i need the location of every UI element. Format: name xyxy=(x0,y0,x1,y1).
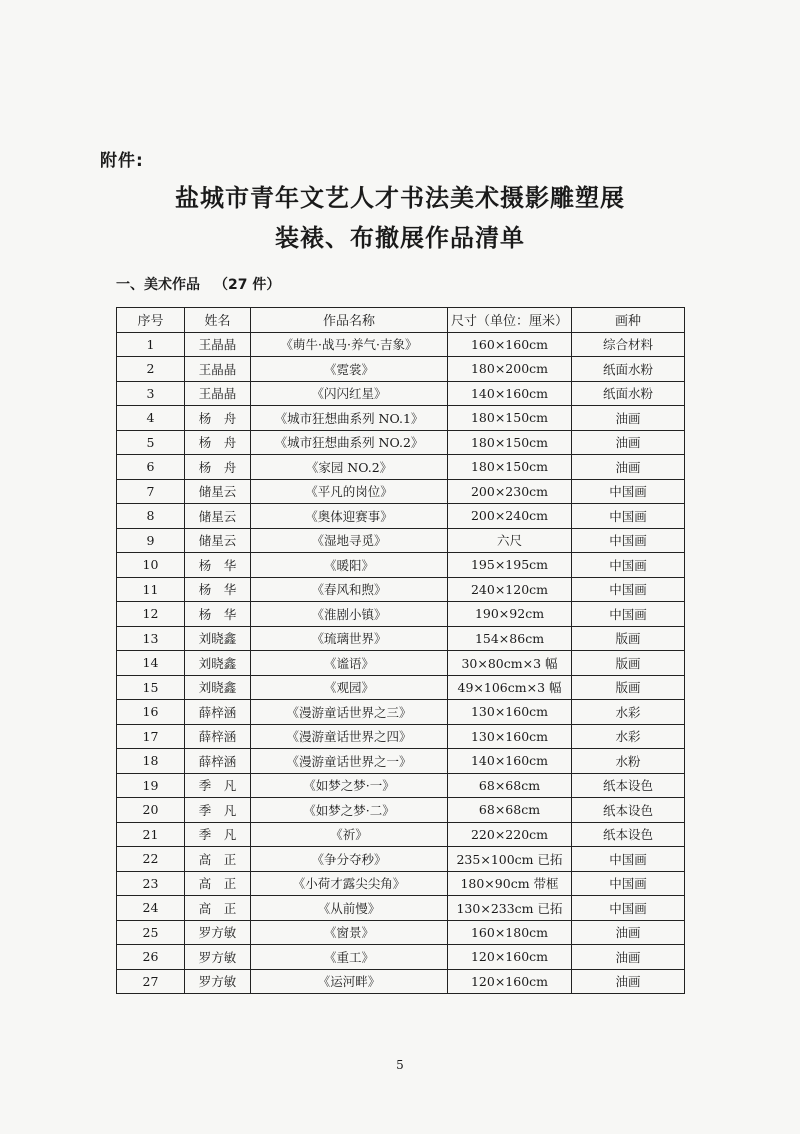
cell-index: 3 xyxy=(117,381,185,406)
table-row xyxy=(117,357,685,382)
cell-index: 9 xyxy=(117,528,185,553)
cell-name: 季 凡 xyxy=(185,773,251,798)
cell-name: 高 正 xyxy=(185,871,251,896)
cell-title: 《如梦之梦·一》 xyxy=(251,773,448,798)
cell-medium: 中国画 xyxy=(572,896,685,921)
cell-medium: 纸本设色 xyxy=(572,773,685,798)
cell-title: 《观园》 xyxy=(251,675,448,700)
cell-index: 14 xyxy=(117,651,185,676)
table-row xyxy=(117,602,685,627)
header-title: 作品名称 xyxy=(251,308,448,333)
section-count: （27 件） xyxy=(214,277,281,293)
cell-size: 160×160cm xyxy=(448,332,572,357)
cell-index: 6 xyxy=(117,455,185,480)
section-heading xyxy=(116,274,280,294)
cell-name: 杨 舟 xyxy=(185,406,251,431)
cell-size: 180×200cm xyxy=(448,357,572,382)
cell-size: 130×160cm xyxy=(448,724,572,749)
cell-name: 季 凡 xyxy=(185,798,251,823)
table-row xyxy=(117,773,685,798)
table-row xyxy=(117,724,685,749)
table-row xyxy=(117,798,685,823)
header-medium: 画种 xyxy=(572,308,685,333)
cell-size: 180×150cm xyxy=(448,455,572,480)
table-row xyxy=(117,871,685,896)
cell-name: 王晶晶 xyxy=(185,332,251,357)
cell-medium: 纸本设色 xyxy=(572,822,685,847)
table-row xyxy=(117,920,685,945)
cell-index: 22 xyxy=(117,847,185,872)
document-title-line2: 装裱、布撤展作品清单 xyxy=(275,224,525,252)
cell-name: 薛梓涵 xyxy=(185,700,251,725)
cell-name: 储星云 xyxy=(185,528,251,553)
cell-title: 《闪闪红星》 xyxy=(251,381,448,406)
cell-title: 《家园 NO.2》 xyxy=(251,455,448,480)
cell-size: 200×230cm xyxy=(448,479,572,504)
cell-title: 《城市狂想曲系列 NO.2》 xyxy=(251,430,448,455)
cell-index: 5 xyxy=(117,430,185,455)
table-row xyxy=(117,455,685,480)
page-number: 5 xyxy=(396,1058,404,1072)
cell-size: 120×160cm xyxy=(448,969,572,994)
table-row xyxy=(117,822,685,847)
cell-medium: 中国画 xyxy=(572,602,685,627)
cell-size: 六尺 xyxy=(448,528,572,553)
cell-medium: 油画 xyxy=(572,945,685,970)
cell-size: 180×150cm xyxy=(448,430,572,455)
cell-name: 储星云 xyxy=(185,504,251,529)
cell-title: 《霓裳》 xyxy=(251,357,448,382)
cell-index: 18 xyxy=(117,749,185,774)
cell-size: 68×68cm xyxy=(448,798,572,823)
cell-size: 190×92cm xyxy=(448,602,572,627)
cell-name: 罗方敏 xyxy=(185,945,251,970)
cell-medium: 油画 xyxy=(572,406,685,431)
table-row xyxy=(117,700,685,725)
cell-name: 杨 华 xyxy=(185,553,251,578)
works-table xyxy=(116,307,685,994)
cell-name: 高 正 xyxy=(185,896,251,921)
cell-size: 235×100cm 已拓 xyxy=(448,847,572,872)
cell-name: 刘晓鑫 xyxy=(185,651,251,676)
cell-index: 15 xyxy=(117,675,185,700)
table-row xyxy=(117,553,685,578)
cell-name: 高 正 xyxy=(185,847,251,872)
table-body xyxy=(117,332,685,994)
cell-name: 刘晓鑫 xyxy=(185,675,251,700)
cell-medium: 版画 xyxy=(572,651,685,676)
cell-medium: 中国画 xyxy=(572,847,685,872)
cell-medium: 水粉 xyxy=(572,749,685,774)
cell-size: 220×220cm xyxy=(448,822,572,847)
cell-title: 《漫游童话世界之四》 xyxy=(251,724,448,749)
cell-index: 19 xyxy=(117,773,185,798)
attachment-label: 附件: xyxy=(100,151,144,171)
cell-name: 刘晓鑫 xyxy=(185,626,251,651)
cell-name: 薛梓涵 xyxy=(185,724,251,749)
cell-title: 《城市狂想曲系列 NO.1》 xyxy=(251,406,448,431)
cell-name: 杨 华 xyxy=(185,577,251,602)
cell-title: 《湿地寻觅》 xyxy=(251,528,448,553)
cell-medium: 版画 xyxy=(572,675,685,700)
table-header-row xyxy=(117,308,685,333)
cell-medium: 中国画 xyxy=(572,553,685,578)
cell-index: 21 xyxy=(117,822,185,847)
cell-name: 王晶晶 xyxy=(185,381,251,406)
cell-title: 《争分夺秒》 xyxy=(251,847,448,872)
cell-index: 20 xyxy=(117,798,185,823)
table-row xyxy=(117,896,685,921)
table-row xyxy=(117,651,685,676)
cell-size: 180×150cm xyxy=(448,406,572,431)
cell-index: 11 xyxy=(117,577,185,602)
cell-size: 130×233cm 已拓 xyxy=(448,896,572,921)
header-name: 姓名 xyxy=(185,308,251,333)
header-size: 尺寸（单位：厘米） xyxy=(448,308,572,333)
cell-index: 12 xyxy=(117,602,185,627)
cell-size: 195×195cm xyxy=(448,553,572,578)
section-heading-text: 一、美术作品 xyxy=(116,277,200,293)
cell-medium: 中国画 xyxy=(572,577,685,602)
cell-size: 180×90cm 带框 xyxy=(448,871,572,896)
table-row xyxy=(117,969,685,994)
cell-title: 《春风和煦》 xyxy=(251,577,448,602)
cell-index: 16 xyxy=(117,700,185,725)
cell-index: 13 xyxy=(117,626,185,651)
cell-title: 《奥体迎赛事》 xyxy=(251,504,448,529)
cell-size: 154×86cm xyxy=(448,626,572,651)
cell-title: 《暖阳》 xyxy=(251,553,448,578)
header-index: 序号 xyxy=(117,308,185,333)
cell-title: 《淮剧小镇》 xyxy=(251,602,448,627)
cell-index: 24 xyxy=(117,896,185,921)
cell-name: 储星云 xyxy=(185,479,251,504)
cell-medium: 中国画 xyxy=(572,871,685,896)
cell-medium: 油画 xyxy=(572,920,685,945)
cell-title: 《重工》 xyxy=(251,945,448,970)
cell-medium: 油画 xyxy=(572,969,685,994)
table-row xyxy=(117,381,685,406)
cell-name: 罗方敏 xyxy=(185,920,251,945)
table-row xyxy=(117,675,685,700)
cell-title: 《如梦之梦·二》 xyxy=(251,798,448,823)
cell-medium: 综合材料 xyxy=(572,332,685,357)
cell-medium: 版画 xyxy=(572,626,685,651)
cell-index: 10 xyxy=(117,553,185,578)
cell-index: 23 xyxy=(117,871,185,896)
cell-title: 《漫游童话世界之三》 xyxy=(251,700,448,725)
cell-name: 季 凡 xyxy=(185,822,251,847)
cell-size: 130×160cm xyxy=(448,700,572,725)
cell-medium: 中国画 xyxy=(572,479,685,504)
document-title-line1: 盐城市青年文艺人才书法美术摄影雕塑展 xyxy=(175,184,625,212)
cell-title: 《运河畔》 xyxy=(251,969,448,994)
cell-size: 200×240cm xyxy=(448,504,572,529)
table-row xyxy=(117,479,685,504)
cell-medium: 油画 xyxy=(572,455,685,480)
cell-name: 罗方敏 xyxy=(185,969,251,994)
cell-index: 4 xyxy=(117,406,185,431)
table-row xyxy=(117,406,685,431)
cell-title: 《平凡的岗位》 xyxy=(251,479,448,504)
cell-medium: 纸面水粉 xyxy=(572,381,685,406)
cell-medium: 中国画 xyxy=(572,504,685,529)
cell-title: 《窗景》 xyxy=(251,920,448,945)
table-row xyxy=(117,626,685,651)
cell-title: 《漫游童话世界之一》 xyxy=(251,749,448,774)
cell-index: 2 xyxy=(117,357,185,382)
cell-medium: 水彩 xyxy=(572,700,685,725)
cell-title: 《谧语》 xyxy=(251,651,448,676)
table-row xyxy=(117,945,685,970)
cell-name: 薛梓涵 xyxy=(185,749,251,774)
cell-index: 7 xyxy=(117,479,185,504)
table-row xyxy=(117,749,685,774)
cell-index: 27 xyxy=(117,969,185,994)
cell-title: 《琉璃世界》 xyxy=(251,626,448,651)
cell-size: 140×160cm xyxy=(448,749,572,774)
cell-name: 杨 舟 xyxy=(185,430,251,455)
cell-medium: 中国画 xyxy=(572,528,685,553)
cell-index: 1 xyxy=(117,332,185,357)
cell-size: 30×80cm×3 幅 xyxy=(448,651,572,676)
cell-name: 杨 舟 xyxy=(185,455,251,480)
cell-size: 160×180cm xyxy=(448,920,572,945)
cell-medium: 纸本设色 xyxy=(572,798,685,823)
cell-title: 《小荷才露尖尖角》 xyxy=(251,871,448,896)
table-row xyxy=(117,430,685,455)
cell-medium: 纸面水粉 xyxy=(572,357,685,382)
cell-name: 王晶晶 xyxy=(185,357,251,382)
cell-title: 《从前慢》 xyxy=(251,896,448,921)
table-row xyxy=(117,577,685,602)
cell-size: 120×160cm xyxy=(448,945,572,970)
cell-size: 240×120cm xyxy=(448,577,572,602)
cell-medium: 油画 xyxy=(572,430,685,455)
cell-size: 140×160cm xyxy=(448,381,572,406)
cell-size: 49×106cm×3 幅 xyxy=(448,675,572,700)
cell-title: 《萌牛·战马·养气·吉象》 xyxy=(251,332,448,357)
cell-medium: 水彩 xyxy=(572,724,685,749)
cell-index: 8 xyxy=(117,504,185,529)
cell-size: 68×68cm xyxy=(448,773,572,798)
cell-name: 杨 华 xyxy=(185,602,251,627)
cell-index: 25 xyxy=(117,920,185,945)
table-row xyxy=(117,504,685,529)
table-row xyxy=(117,847,685,872)
table-row xyxy=(117,332,685,357)
cell-index: 26 xyxy=(117,945,185,970)
cell-index: 17 xyxy=(117,724,185,749)
table-row xyxy=(117,528,685,553)
cell-title: 《祈》 xyxy=(251,822,448,847)
